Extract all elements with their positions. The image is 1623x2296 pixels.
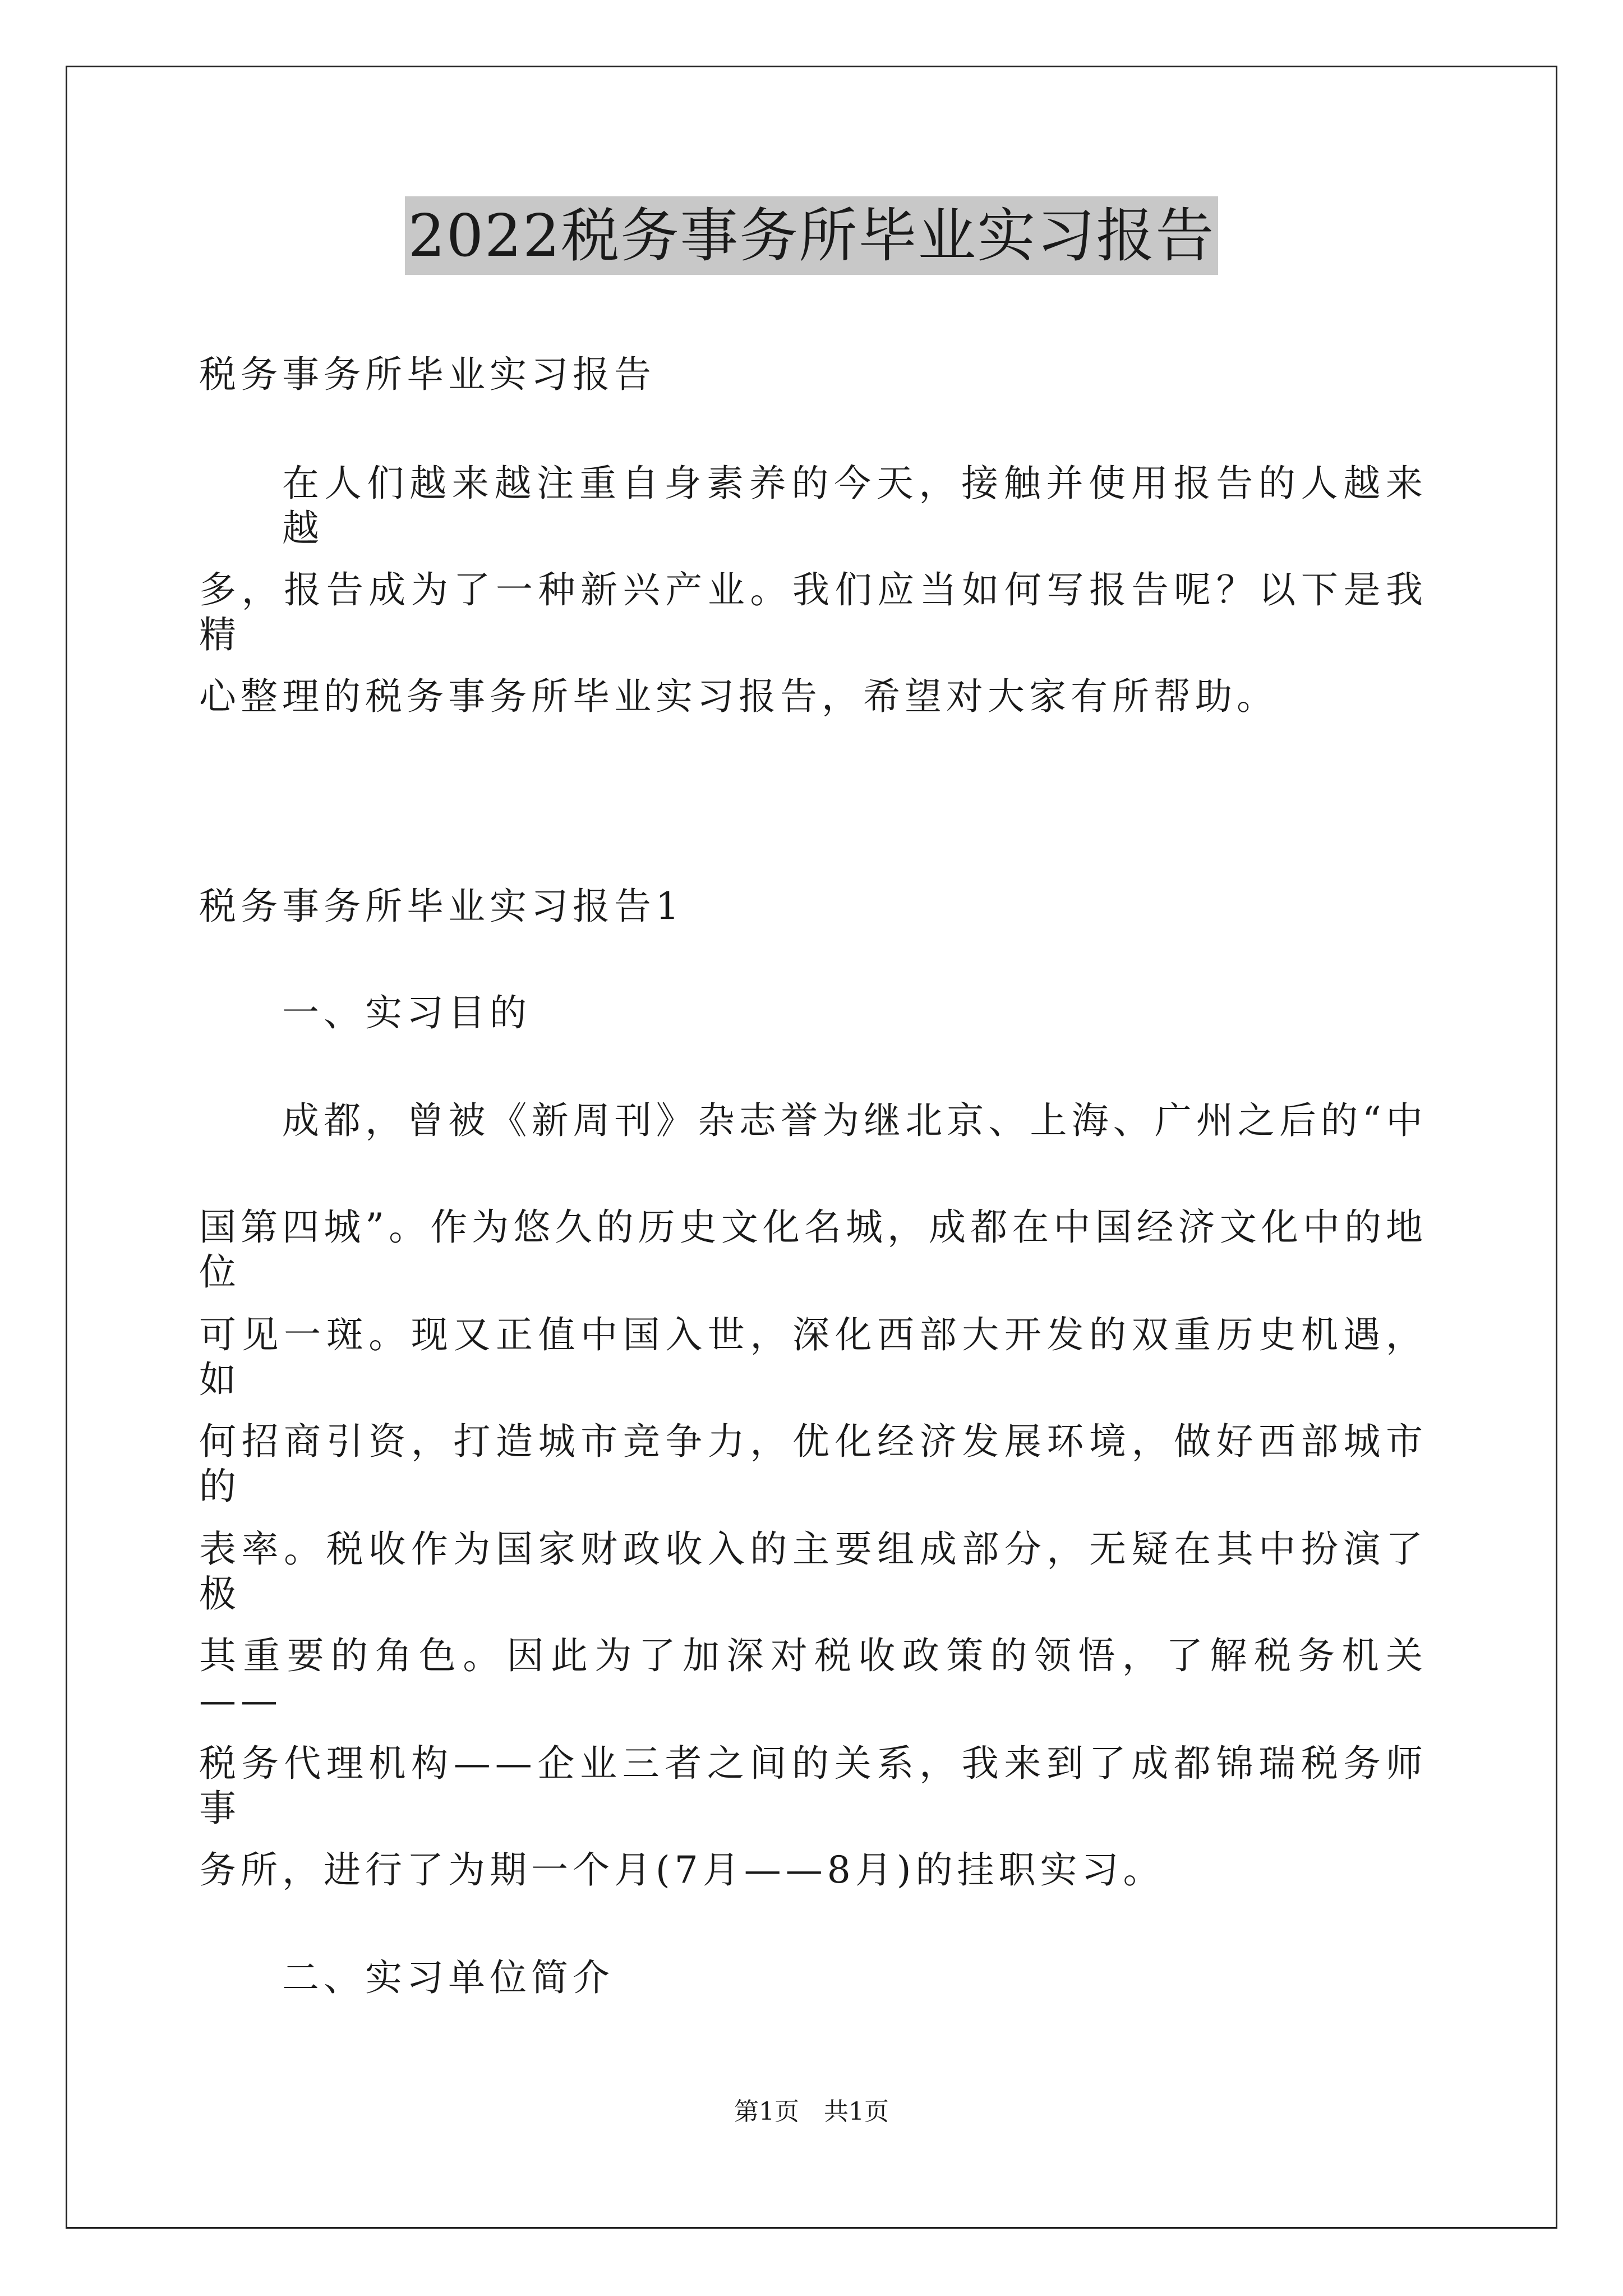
- intro-line-2: 多，报告成为了一种新兴产业。我们应当如何写报告呢？以下是我精: [199, 568, 1427, 656]
- body-line-4: 何招商引资，打造城市竞争力，优化经济发展环境，做好西部城市的: [199, 1420, 1427, 1508]
- body-line-7: 税务代理机构——企业三者之间的关系，我来到了成都锦瑞税务师事: [199, 1742, 1427, 1830]
- heading-purpose: 一、实习目的: [282, 991, 531, 1034]
- body-line-8: 务所，进行了为期一个月(7月——8月)的挂职实习。: [199, 1848, 1165, 1892]
- page-footer: 第1页 共1页: [734, 2097, 889, 2126]
- intro-line-3: 心整理的税务事务所毕业实习报告，希望对大家有所帮助。: [199, 675, 1278, 718]
- document-title: 2022税务事务所毕业实习报告: [405, 196, 1219, 275]
- subtitle-line: 税务事务所毕业实习报告: [199, 353, 656, 396]
- body-line-2: 国第四城”。作为悠久的历史文化名城，成都在中国经济文化中的地位: [199, 1205, 1427, 1294]
- intro-line-1: 在人们越来越注重自身素养的今天，接触并使用报告的人越来越: [282, 462, 1427, 550]
- body-line-3: 可见一斑。现又正值中国入世，深化西部大开发的双重历史机遇，如: [199, 1313, 1427, 1401]
- section-heading-report-1: 税务事务所毕业实习报告1: [199, 885, 684, 928]
- heading-unit-intro: 二、实习单位简介: [282, 1956, 614, 1999]
- body-line-6: 其重要的角色。因此为了加深对税收政策的领悟，了解税务机关——: [199, 1634, 1427, 1722]
- body-line-1: 成都，曾被《新周刊》杂志誉为继北京、上海、广州之后的“中: [282, 1099, 1427, 1142]
- body-line-5: 表率。税收作为国家财政收入的主要组成部分，无疑在其中扮演了极: [199, 1527, 1427, 1616]
- title-container: [0, 196, 1623, 275]
